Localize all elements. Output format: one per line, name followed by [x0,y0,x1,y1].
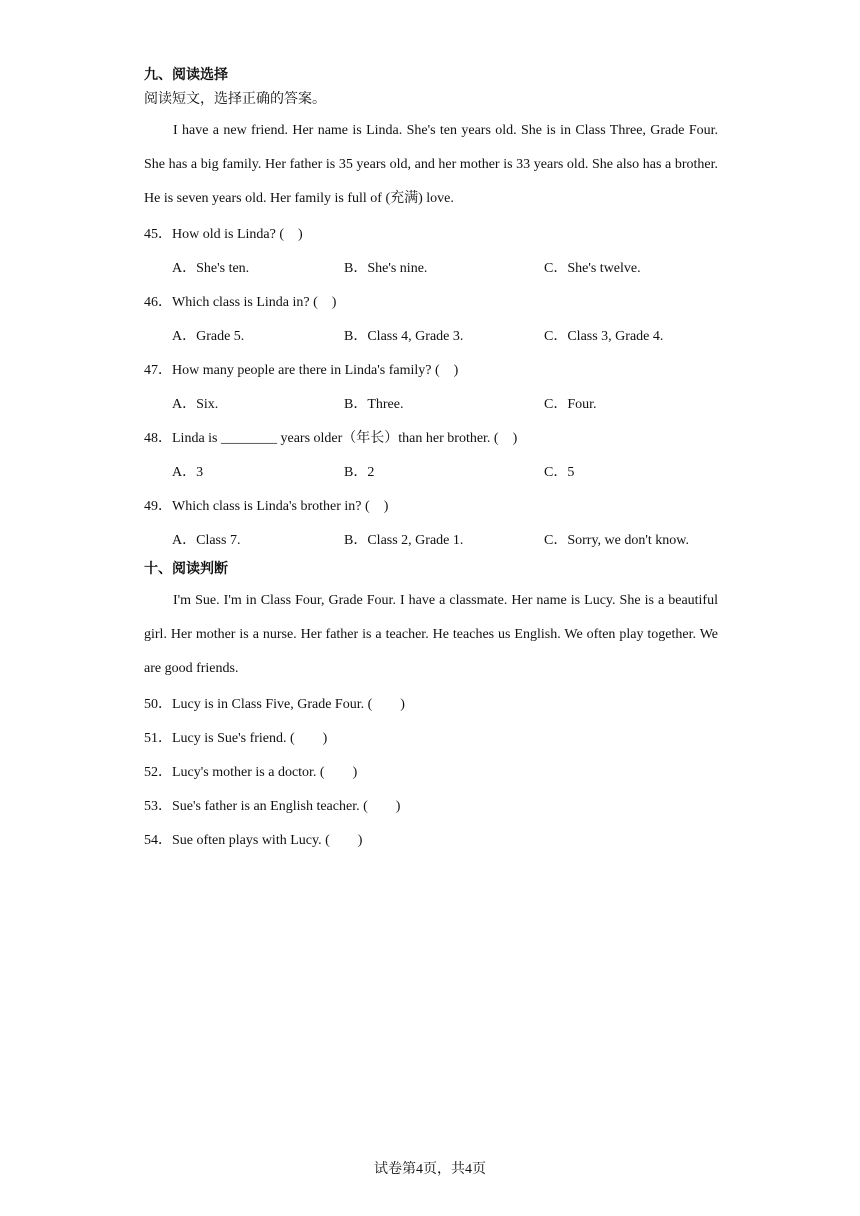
option-b: B．She's nine. [344,261,428,276]
section-9-title: 九、阅读选择 [144,68,228,83]
option-a: A．Class 7. [172,533,241,548]
section-9-passage: I have a new friend. Her name is Linda. She's ten years old. She is in Class Three, Grade Four. She has a big family. Her father is 35 years old, and her mother is 33 years old. She also has a brother. He is seven years old. Her family is full of (充满) love. [144,123,718,206]
option-c: C．Class 3, Grade 4. [544,329,664,344]
option-c: C．5 [544,465,575,480]
option-c: C．She's twelve. [544,261,641,276]
question-46-options [144,320,718,354]
section-9-instruction: 阅读短文，选择正确的答案。 [144,92,326,107]
statement-51: 51．Lucy is Sue's friend. ( ) [144,731,328,746]
question-47-options [144,388,718,422]
option-a: A．3 [172,465,204,480]
question-45: 45．How old is Linda? ( ) [144,227,303,242]
question-49: 49．Which class is Linda's brother in? ( ) [144,499,389,514]
statement-54: 54．Sue often plays with Lucy. ( ) [144,833,363,848]
question-48: 48．Linda is ________ years older（年长）than her brother. ( ) [144,431,518,446]
statement-53: 53．Sue's father is an English teacher. ( ) [144,799,401,814]
question-47: 47．How many people are there in Linda's family? ( ) [144,363,459,378]
option-a: A．Six. [172,397,219,412]
option-c: C．Sorry, we don't know. [544,533,689,548]
option-b: B．2 [344,465,375,480]
question-45-options [144,252,718,286]
statement-50: 50．Lucy is in Class Five, Grade Four. ( ) [144,697,405,712]
option-b: B．Three. [344,397,404,412]
statement-52: 52．Lucy's mother is a doctor. ( ) [144,765,358,780]
section-10-passage: I'm Sue. I'm in Class Four, Grade Four. I have a classmate. Her name is Lucy. She is a beautiful girl. Her mother is a nurse. Her father is a teacher. He teaches us English. We often play together. We are good friends. [144,593,718,676]
option-a: A．Grade 5. [172,329,245,344]
page-content [144,64,718,858]
page-footer: 试卷第4页，共4页 [374,1162,486,1177]
option-c: C．Four. [544,397,597,412]
question-49-options [144,524,718,558]
question-46: 46．Which class is Linda in? ( ) [144,295,337,310]
option-b: B．Class 4, Grade 3. [344,329,464,344]
section-10-title: 十、阅读判断 [144,562,228,577]
question-48-options [144,456,718,490]
option-a: A．She's ten. [172,261,250,276]
option-b: B．Class 2, Grade 1. [344,533,464,548]
